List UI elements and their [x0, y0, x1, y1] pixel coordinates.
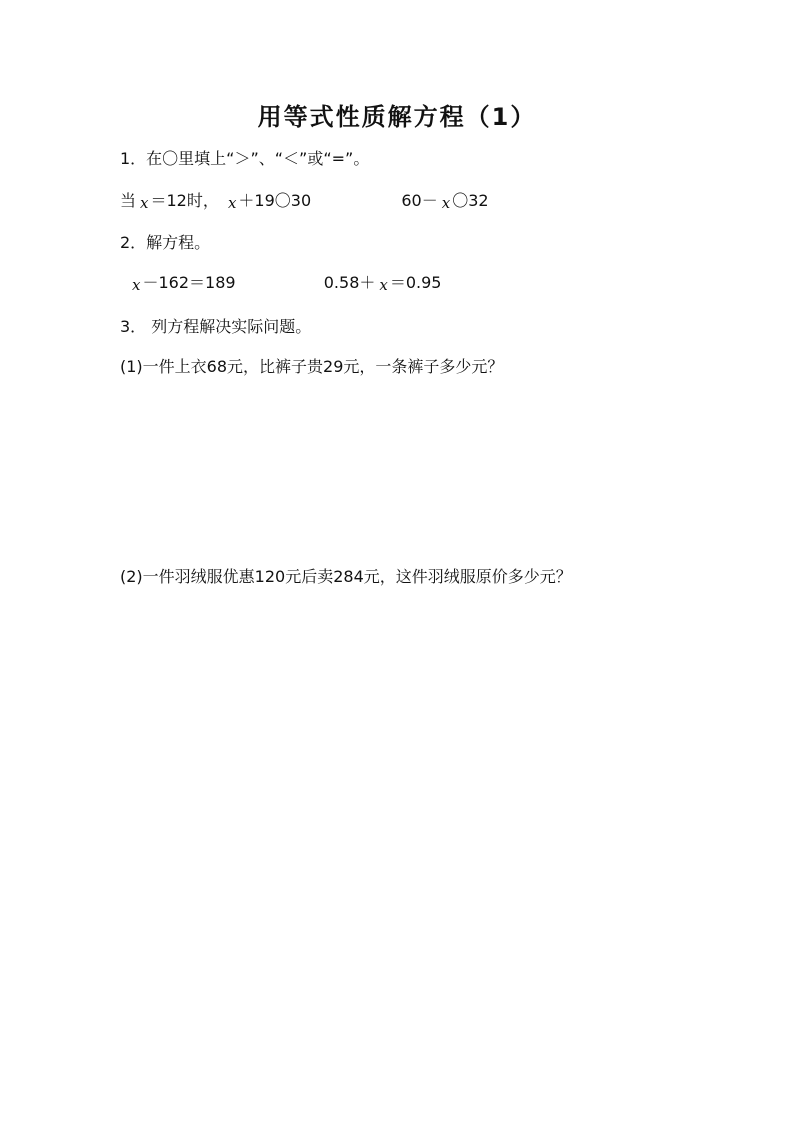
section2-equation-row	[128, 272, 442, 294]
variable-x: x	[441, 194, 451, 212]
section3-heading: 3． 列方程解决实际问题。	[120, 317, 312, 336]
section2-heading: 2．解方程。	[120, 233, 211, 252]
variable-x: x	[227, 194, 237, 212]
condition-prefix: 当	[120, 191, 137, 210]
equation-2-head: 0.58＋	[323, 273, 376, 292]
question-2: (2)一件羽绒服优惠120元后卖284元，这件羽绒服原价多少元？	[120, 567, 572, 586]
equation-2-tail: ＝0.95	[389, 273, 442, 292]
comparison-expression-1: ＋19〇30	[238, 191, 312, 210]
comparison-expression-2-head: 60－	[401, 191, 438, 210]
equation-1: －162＝189	[142, 273, 236, 292]
section1-heading: 1．在〇里填上“＞”、“＜”或“=”。	[120, 149, 370, 168]
variable-x: x	[132, 276, 141, 294]
variable-x: x	[140, 194, 149, 212]
condition-value: ＝12时，	[150, 191, 219, 210]
variable-x: x	[379, 276, 388, 294]
page-title: 用等式性质解方程（1）	[257, 103, 537, 131]
section1-comparison-row	[120, 190, 489, 212]
question-1: (1)一件上衣68元，比裤子贵29元，一条裤子多少元？	[120, 357, 504, 376]
comparison-expression-2-tail: 〇32	[452, 191, 489, 210]
